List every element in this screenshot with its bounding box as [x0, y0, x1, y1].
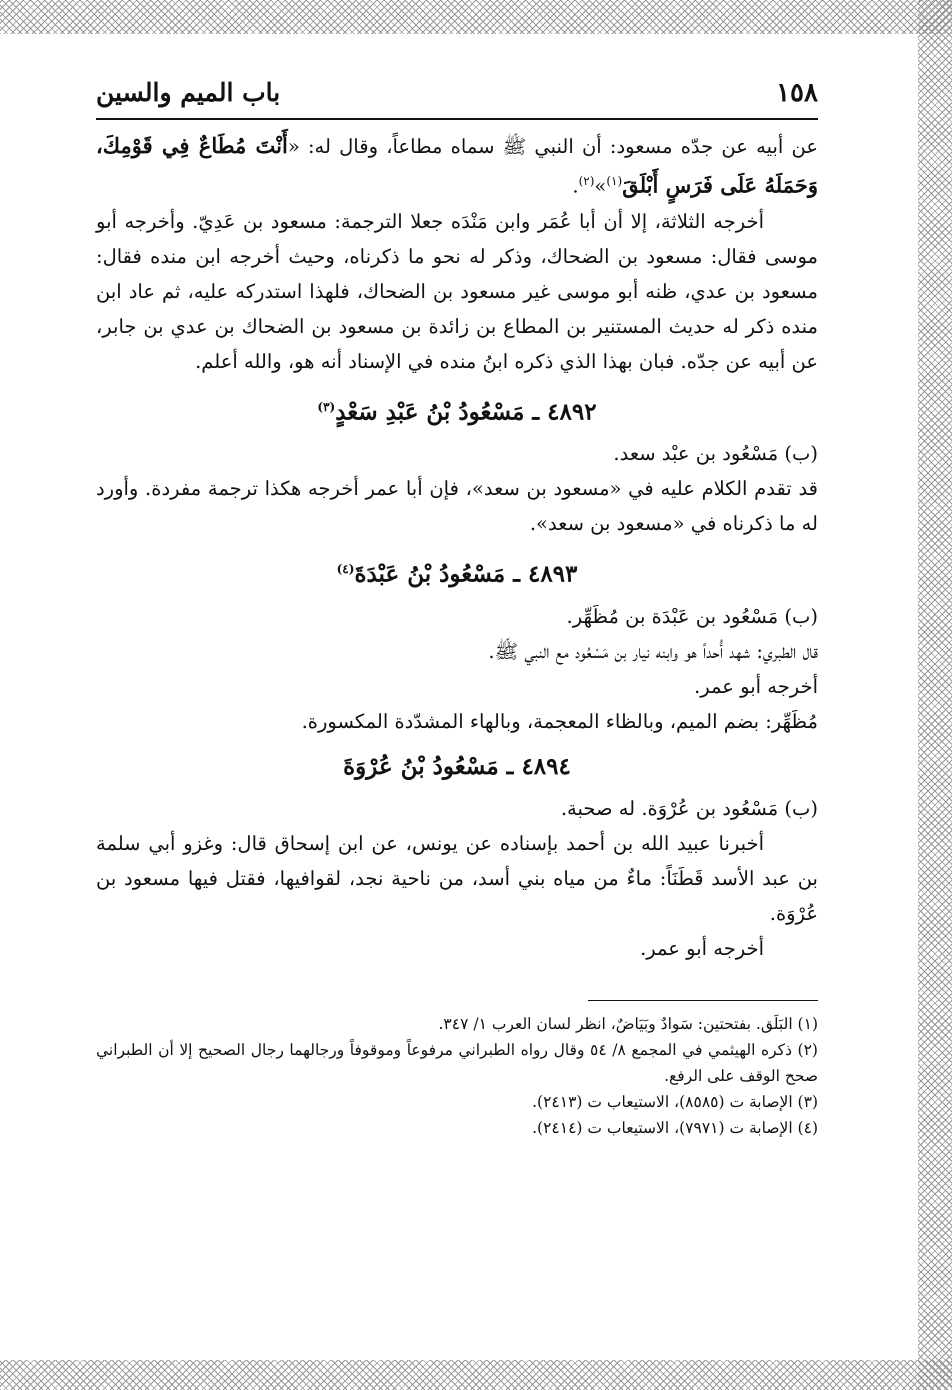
entry-line: قال الطبري: شهد أُحداً هو وابنه نيار بن مَسْعُود مع النبي ﷺ. [488, 639, 818, 663]
book-page [96, 78, 818, 1348]
quote-close: » [594, 174, 607, 198]
hadith-quote: أَنْتَ مُطَاعٌ فِي قَوْمِكَ، وَحَمَلَهُ عَلَى فَرَسٍ أَبْلَقَ [96, 133, 818, 198]
entry-title: ٤٨٩٣ ـ مَسْعُودُ بْنُ عَبْدَةَ [354, 560, 578, 588]
opening-text: عن أبيه عن جدّه مسعود: أن النبي ﷺ سماه مطاعاً، وقال له: « [287, 135, 818, 158]
entry-heading-4892 [96, 389, 818, 431]
entry-line: (ب) مَسْعُود بن عبْد سعد. [613, 442, 818, 466]
page-number: ١٥٨ [776, 78, 818, 108]
footnote: (٤) الإصابة ت (٧٩٧١)، الاستيعاب ت (٢٤١٤). [532, 1118, 818, 1137]
footnote-ref-2: (٢) [578, 174, 595, 188]
entry-line: أخرجه أبو عمر. [694, 674, 818, 698]
entry-line: قد تقدم الكلام عليه في «مسعود بن سعد»، فإن أبا عمر أخرجه هكذا ترجمة مفردة. وأورد له ما ذكرناه في «مسعود بن سعد». [96, 477, 818, 536]
footnote-ref-4: (٤) [336, 562, 355, 577]
footnote-separator [588, 1000, 818, 1001]
opening-paragraph [96, 128, 818, 204]
footnote-ref-3: (٣) [317, 399, 336, 414]
entry-line: أخرجه أبو عمر. [640, 936, 764, 960]
main-text [96, 128, 818, 966]
entry-title: ٤٨٩٤ ـ مَسْعُودُ بْنُ عُرْوَةَ [343, 752, 571, 780]
decorative-border-top [0, 0, 952, 34]
footnote: (٣) الإصابة ت (٨٥٨٥)، الاستيعاب ت (٢٤١٣). [532, 1092, 818, 1111]
entry-heading-4893 [96, 551, 818, 593]
entry-title: ٤٨٩٢ ـ مَسْعُودُ بْنُ عَبْدِ سَعْدٍ [335, 398, 597, 426]
entry-line: مُظَهِّر: بضم الميم، وبالظاء المعجمة، وبالهاء المشدّدة المكسورة. [301, 709, 818, 733]
decorative-border-right [918, 0, 952, 1390]
entry-line: (ب) مَسْعُود بن عُرْوَة. له صحبة. [560, 796, 818, 820]
footnotes [96, 1011, 818, 1141]
decorative-border-bottom [0, 1360, 952, 1390]
page-header [96, 78, 818, 120]
entry-line: أخبرنا عبيد الله بن أحمد بإسناده عن يونس، عن ابن إسحاق قال: وغزو أبي سلمة بن عبد الأسد قَطَنَاً: ماءٌ من مياه بني أسد، من ناحية نجد، لقوافيها، فقتل فيها مسعود بن عُرْوَة. [96, 831, 818, 925]
footnote: (٢) ذكره الهيثمي في المجمع ٨/ ٥٤ وقال رواه الطبراني مرفوعاً وموقوفاً ورجالهما رجال الصحيح إلا أن الطبراني صحح الوقف على الرفع. [96, 1040, 818, 1085]
paragraph-2: أخرجه الثلاثة، إلا أن أبا عُمَر وابن مَنْدَه جعلا الترجمة: مسعود بن عَدِيّ. وأخرجه أبو موسى فقال: مسعود بن الضحاك، وذكر له نحو ما ذكرناه، وحيث أخرجه ابن منده فقال: مسعود بن عدي، ظنه أبو موسى غير مسعود بن الضحاك، فلهذا استدركه عليه، ثم عاد ابن منده ذكر له حديث المستنير بن المطاع بن زائدة بن مسعود بن الضحاك بن عدي بن جابر، عن أبيه عن جدّه. فبان بهذا الذي ذكره ابنُ منده في الإسناد أنه هو، والله أعلم. [96, 209, 818, 373]
footnote: (١) البَلَق. بفتحتين: سَوادٌ وبَيَاضٌ، انظر لسان العرب ١/ ٣٤٧. [438, 1014, 818, 1033]
opening-end: . [572, 174, 579, 198]
running-title: باب الميم والسين [96, 78, 281, 107]
footnote-ref-1: (١) [606, 174, 623, 188]
entry-heading-4894 [96, 749, 818, 785]
entry-line: (ب) مَسْعُود بن عَبْدَة بن مُظَهِّر. [566, 604, 818, 628]
